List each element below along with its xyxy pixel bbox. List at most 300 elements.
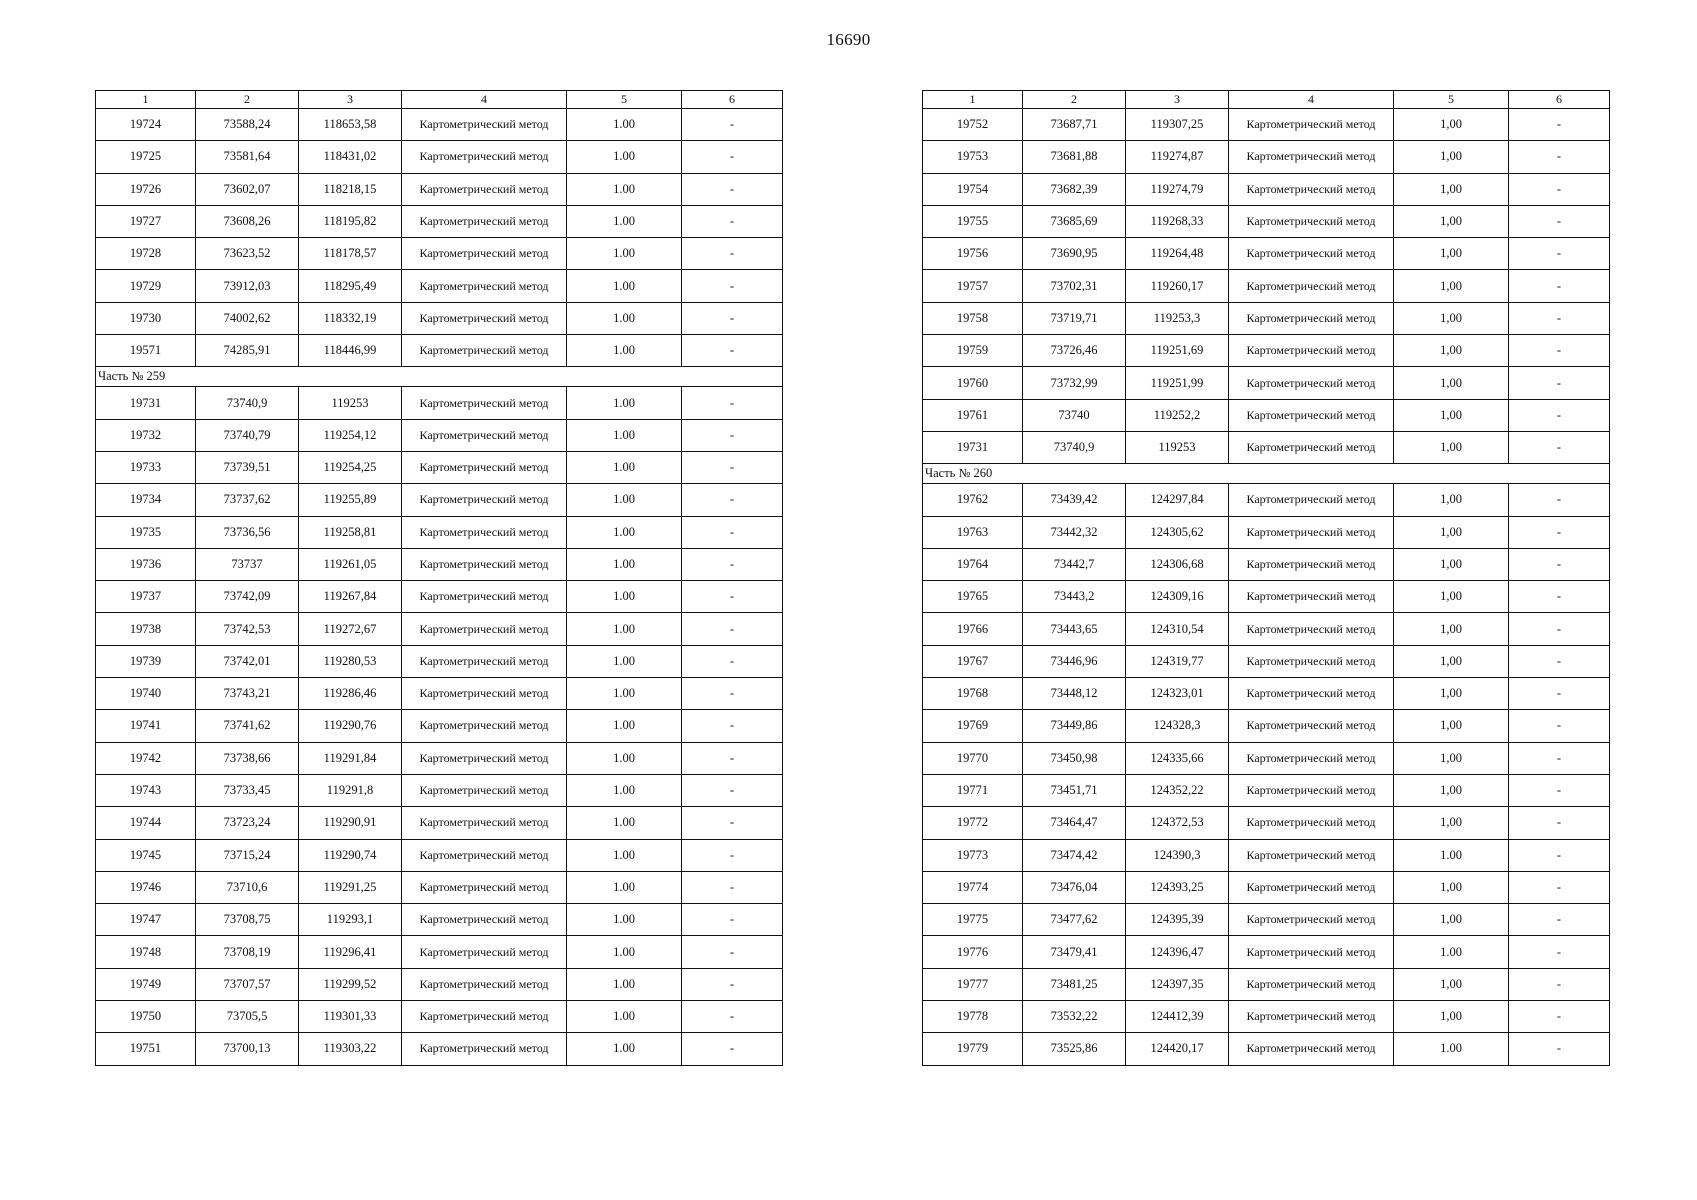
x-coordinate-cell: 73719,71: [1023, 302, 1126, 334]
method-cell: Картометрический метод: [402, 387, 567, 419]
method-cell: Картометрический метод: [1229, 335, 1394, 367]
y-coordinate-cell: 119253,3: [1126, 302, 1229, 334]
accuracy-cell: 1,00: [1394, 270, 1509, 302]
accuracy-cell: 1.00: [1394, 839, 1509, 871]
description-cell: -: [1509, 839, 1610, 871]
method-cell: Картометрический метод: [402, 205, 567, 237]
y-coordinate-cell: 124395,39: [1126, 904, 1229, 936]
description-cell: -: [682, 839, 783, 871]
method-cell: Картометрический метод: [1229, 968, 1394, 1000]
description-cell: -: [682, 238, 783, 270]
table-row: [923, 678, 1610, 710]
method-cell: Картометрический метод: [1229, 581, 1394, 613]
column-header: 4: [1229, 91, 1394, 109]
point-number-cell: 19731: [96, 387, 196, 419]
accuracy-cell: 1.00: [567, 238, 682, 270]
method-cell: Картометрический метод: [402, 839, 567, 871]
part-heading-row: [923, 464, 1610, 484]
x-coordinate-cell: 73464,47: [1023, 807, 1126, 839]
x-coordinate-cell: 73740,9: [196, 387, 299, 419]
method-cell: Картометрический метод: [402, 173, 567, 205]
x-coordinate-cell: 73708,19: [196, 936, 299, 968]
column-header: 6: [682, 91, 783, 109]
method-cell: Картометрический метод: [1229, 367, 1394, 399]
table-row: [96, 548, 783, 580]
description-cell: -: [1509, 774, 1610, 806]
y-coordinate-cell: 119291,25: [299, 871, 402, 903]
method-cell: Картометрический метод: [1229, 302, 1394, 334]
description-cell: -: [682, 807, 783, 839]
method-cell: Картометрический метод: [1229, 205, 1394, 237]
x-coordinate-cell: 73687,71: [1023, 109, 1126, 141]
x-coordinate-cell: 73707,57: [196, 968, 299, 1000]
table-row: [923, 109, 1610, 141]
x-coordinate-cell: 73705,5: [196, 1001, 299, 1033]
method-cell: Картометрический метод: [1229, 613, 1394, 645]
y-coordinate-cell: 118218,15: [299, 173, 402, 205]
x-coordinate-cell: 73690,95: [1023, 238, 1126, 270]
x-coordinate-cell: 73740,9: [1023, 431, 1126, 463]
point-number-cell: 19742: [96, 742, 196, 774]
accuracy-cell: 1.00: [567, 968, 682, 1000]
y-coordinate-cell: 119258,81: [299, 516, 402, 548]
y-coordinate-cell: 119272,67: [299, 613, 402, 645]
description-cell: -: [682, 742, 783, 774]
table-row: [923, 774, 1610, 806]
x-coordinate-cell: 73474,42: [1023, 839, 1126, 871]
y-coordinate-cell: 119291,8: [299, 774, 402, 806]
description-cell: -: [682, 1001, 783, 1033]
table-row: [96, 451, 783, 483]
accuracy-cell: 1,00: [1394, 710, 1509, 742]
accuracy-cell: 1,00: [1394, 367, 1509, 399]
description-cell: -: [682, 270, 783, 302]
description-cell: -: [1509, 742, 1610, 774]
table-row: [923, 173, 1610, 205]
y-coordinate-cell: 118653,58: [299, 109, 402, 141]
description-cell: -: [682, 936, 783, 968]
accuracy-cell: 1.00: [567, 774, 682, 806]
accuracy-cell: 1.00: [567, 742, 682, 774]
table-row: [96, 173, 783, 205]
point-number-cell: 19774: [923, 871, 1023, 903]
column-header: 1: [923, 91, 1023, 109]
table-row: [923, 1033, 1610, 1065]
x-coordinate-cell: 73739,51: [196, 451, 299, 483]
y-coordinate-cell: 124390,3: [1126, 839, 1229, 871]
accuracy-cell: 1,00: [1394, 205, 1509, 237]
point-number-cell: 19753: [923, 141, 1023, 173]
method-cell: Картометрический метод: [1229, 904, 1394, 936]
y-coordinate-cell: 119267,84: [299, 581, 402, 613]
accuracy-cell: 1,00: [1394, 807, 1509, 839]
method-cell: Картометрический метод: [1229, 807, 1394, 839]
table-row: [923, 839, 1610, 871]
description-cell: -: [682, 484, 783, 516]
x-coordinate-cell: 73608,26: [196, 205, 299, 237]
description-cell: -: [682, 205, 783, 237]
accuracy-cell: 1.00: [567, 516, 682, 548]
table-row: [96, 109, 783, 141]
point-number-cell: 19756: [923, 238, 1023, 270]
description-cell: -: [1509, 710, 1610, 742]
table-row: [923, 1001, 1610, 1033]
point-number-cell: 19743: [96, 774, 196, 806]
method-cell: Картометрический метод: [1229, 1033, 1394, 1065]
accuracy-cell: 1,00: [1394, 678, 1509, 710]
y-coordinate-cell: 119290,74: [299, 839, 402, 871]
method-cell: Картометрический метод: [402, 141, 567, 173]
x-coordinate-cell: 73742,01: [196, 645, 299, 677]
method-cell: Картометрический метод: [1229, 484, 1394, 516]
accuracy-cell: 1.00: [567, 302, 682, 334]
table-row: [96, 302, 783, 334]
accuracy-cell: 1,00: [1394, 871, 1509, 903]
x-coordinate-cell: 73700,13: [196, 1033, 299, 1065]
accuracy-cell: 1.00: [567, 419, 682, 451]
description-cell: -: [1509, 367, 1610, 399]
description-cell: -: [682, 645, 783, 677]
accuracy-cell: 1.00: [567, 581, 682, 613]
x-coordinate-cell: 73912,03: [196, 270, 299, 302]
accuracy-cell: 1,00: [1394, 742, 1509, 774]
description-cell: -: [1509, 205, 1610, 237]
description-cell: -: [1509, 904, 1610, 936]
method-cell: Картометрический метод: [402, 1033, 567, 1065]
description-cell: -: [1509, 1001, 1610, 1033]
y-coordinate-cell: 118446,99: [299, 335, 402, 367]
accuracy-cell: 1,00: [1394, 1001, 1509, 1033]
point-number-cell: 19741: [96, 710, 196, 742]
x-coordinate-cell: 73602,07: [196, 173, 299, 205]
y-coordinate-cell: 124352,22: [1126, 774, 1229, 806]
table-row: [96, 645, 783, 677]
table-row: [923, 613, 1610, 645]
y-coordinate-cell: 119253: [299, 387, 402, 419]
table-row: [923, 431, 1610, 463]
part-heading: Часть № 259: [96, 367, 783, 387]
description-cell: -: [682, 581, 783, 613]
method-cell: Картометрический метод: [1229, 109, 1394, 141]
point-number-cell: 19729: [96, 270, 196, 302]
accuracy-cell: 1,00: [1394, 581, 1509, 613]
method-cell: Картометрический метод: [1229, 1001, 1394, 1033]
y-coordinate-cell: 124319,77: [1126, 645, 1229, 677]
point-number-cell: 19735: [96, 516, 196, 548]
accuracy-cell: 1.00: [567, 484, 682, 516]
method-cell: Картометрический метод: [402, 645, 567, 677]
x-coordinate-cell: 73479,41: [1023, 936, 1126, 968]
method-cell: Картометрический метод: [1229, 431, 1394, 463]
table-row: [923, 367, 1610, 399]
method-cell: Картометрический метод: [402, 968, 567, 1000]
method-cell: Картометрический метод: [402, 936, 567, 968]
table-row: [923, 968, 1610, 1000]
accuracy-cell: 1,00: [1394, 431, 1509, 463]
y-coordinate-cell: 124412,39: [1126, 1001, 1229, 1033]
method-cell: Картометрический метод: [402, 484, 567, 516]
description-cell: -: [682, 548, 783, 580]
header-row: [923, 91, 1610, 109]
description-cell: -: [1509, 141, 1610, 173]
point-number-cell: 19775: [923, 904, 1023, 936]
y-coordinate-cell: 119255,89: [299, 484, 402, 516]
accuracy-cell: 1,00: [1394, 109, 1509, 141]
y-coordinate-cell: 124420,17: [1126, 1033, 1229, 1065]
header-row: [96, 91, 783, 109]
point-number-cell: 19752: [923, 109, 1023, 141]
point-number-cell: 19727: [96, 205, 196, 237]
x-coordinate-cell: 73742,09: [196, 581, 299, 613]
x-coordinate-cell: 73737: [196, 548, 299, 580]
x-coordinate-cell: 73708,75: [196, 904, 299, 936]
coordinates-table-right: [922, 90, 1610, 1066]
y-coordinate-cell: 119252,2: [1126, 399, 1229, 431]
accuracy-cell: 1.00: [567, 548, 682, 580]
description-cell: -: [682, 109, 783, 141]
table-row: [96, 1001, 783, 1033]
point-number-cell: 19770: [923, 742, 1023, 774]
method-cell: Картометрический метод: [402, 742, 567, 774]
column-header: 1: [96, 91, 196, 109]
y-coordinate-cell: 124323,01: [1126, 678, 1229, 710]
method-cell: Картометрический метод: [1229, 548, 1394, 580]
point-number-cell: 19759: [923, 335, 1023, 367]
accuracy-cell: 1.00: [567, 109, 682, 141]
point-number-cell: 19769: [923, 710, 1023, 742]
point-number-cell: 19732: [96, 419, 196, 451]
method-cell: Картометрический метод: [1229, 141, 1394, 173]
y-coordinate-cell: 118295,49: [299, 270, 402, 302]
table-row: [96, 141, 783, 173]
table-row: [96, 613, 783, 645]
x-coordinate-cell: 73623,52: [196, 238, 299, 270]
accuracy-cell: 1,00: [1394, 302, 1509, 334]
table-row: [96, 968, 783, 1000]
x-coordinate-cell: 73439,42: [1023, 484, 1126, 516]
accuracy-cell: 1,00: [1394, 516, 1509, 548]
point-number-cell: 19767: [923, 645, 1023, 677]
x-coordinate-cell: 74285,91: [196, 335, 299, 367]
table-row: [96, 270, 783, 302]
accuracy-cell: 1,00: [1394, 141, 1509, 173]
table-row: [923, 904, 1610, 936]
method-cell: Картометрический метод: [402, 335, 567, 367]
column-header: 3: [299, 91, 402, 109]
y-coordinate-cell: 119274,79: [1126, 173, 1229, 205]
x-coordinate-cell: 73450,98: [1023, 742, 1126, 774]
description-cell: -: [1509, 1033, 1610, 1065]
coordinates-table-left: [95, 90, 783, 1066]
table-row: [96, 839, 783, 871]
column-header: 3: [1126, 91, 1229, 109]
x-coordinate-cell: 73481,25: [1023, 968, 1126, 1000]
method-cell: Картометрический метод: [402, 710, 567, 742]
accuracy-cell: 1.00: [567, 387, 682, 419]
method-cell: Картометрический метод: [402, 904, 567, 936]
description-cell: -: [682, 141, 783, 173]
x-coordinate-cell: 73737,62: [196, 484, 299, 516]
table-row: [923, 335, 1610, 367]
accuracy-cell: 1.00: [567, 807, 682, 839]
point-number-cell: 19755: [923, 205, 1023, 237]
x-coordinate-cell: 73682,39: [1023, 173, 1126, 205]
y-coordinate-cell: 124397,35: [1126, 968, 1229, 1000]
column-header: 2: [1023, 91, 1126, 109]
y-coordinate-cell: 119291,84: [299, 742, 402, 774]
method-cell: Картометрический метод: [1229, 871, 1394, 903]
part-heading: Часть № 260: [923, 464, 1610, 484]
description-cell: -: [682, 387, 783, 419]
x-coordinate-cell: 73443,2: [1023, 581, 1126, 613]
accuracy-cell: 1.00: [567, 645, 682, 677]
x-coordinate-cell: 73702,31: [1023, 270, 1126, 302]
method-cell: Картометрический метод: [1229, 936, 1394, 968]
description-cell: -: [1509, 270, 1610, 302]
point-number-cell: 19778: [923, 1001, 1023, 1033]
table-row: [923, 581, 1610, 613]
description-cell: -: [682, 335, 783, 367]
description-cell: -: [682, 173, 783, 205]
accuracy-cell: 1.00: [567, 173, 682, 205]
table-row: [96, 484, 783, 516]
table-row: [923, 516, 1610, 548]
y-coordinate-cell: 119293,1: [299, 904, 402, 936]
x-coordinate-cell: 73442,32: [1023, 516, 1126, 548]
column-header: 5: [1394, 91, 1509, 109]
description-cell: -: [1509, 109, 1610, 141]
point-number-cell: 19728: [96, 238, 196, 270]
x-coordinate-cell: 73442,7: [1023, 548, 1126, 580]
x-coordinate-cell: 73685,69: [1023, 205, 1126, 237]
y-coordinate-cell: 119280,53: [299, 645, 402, 677]
y-coordinate-cell: 119254,12: [299, 419, 402, 451]
point-number-cell: 19734: [96, 484, 196, 516]
x-coordinate-cell: 73736,56: [196, 516, 299, 548]
y-coordinate-cell: 124393,25: [1126, 871, 1229, 903]
x-coordinate-cell: 73738,66: [196, 742, 299, 774]
description-cell: -: [682, 710, 783, 742]
column-header: 4: [402, 91, 567, 109]
method-cell: Картометрический метод: [1229, 516, 1394, 548]
description-cell: -: [682, 871, 783, 903]
method-cell: Картометрический метод: [1229, 710, 1394, 742]
accuracy-cell: 1.00: [567, 1001, 682, 1033]
point-number-cell: 19733: [96, 451, 196, 483]
method-cell: Картометрический метод: [1229, 173, 1394, 205]
table-row: [923, 936, 1610, 968]
point-number-cell: 19740: [96, 678, 196, 710]
y-coordinate-cell: 124396,47: [1126, 936, 1229, 968]
y-coordinate-cell: 119286,46: [299, 678, 402, 710]
method-cell: Картометрический метод: [402, 774, 567, 806]
point-number-cell: 19745: [96, 839, 196, 871]
y-coordinate-cell: 124328,3: [1126, 710, 1229, 742]
y-coordinate-cell: 124305,62: [1126, 516, 1229, 548]
description-cell: -: [1509, 936, 1610, 968]
accuracy-cell: 1,00: [1394, 238, 1509, 270]
method-cell: Картометрический метод: [402, 581, 567, 613]
table-row: [96, 335, 783, 367]
x-coordinate-cell: 73742,53: [196, 613, 299, 645]
accuracy-cell: 1,00: [1394, 613, 1509, 645]
table-row: [923, 270, 1610, 302]
y-coordinate-cell: 124335,66: [1126, 742, 1229, 774]
y-coordinate-cell: 119261,05: [299, 548, 402, 580]
y-coordinate-cell: 124306,68: [1126, 548, 1229, 580]
x-coordinate-cell: 73476,04: [1023, 871, 1126, 903]
method-cell: Картометрический метод: [402, 1001, 567, 1033]
point-number-cell: 19758: [923, 302, 1023, 334]
y-coordinate-cell: 119264,48: [1126, 238, 1229, 270]
x-coordinate-cell: 73743,21: [196, 678, 299, 710]
accuracy-cell: 1.00: [1394, 936, 1509, 968]
method-cell: Картометрический метод: [1229, 774, 1394, 806]
point-number-cell: 19766: [923, 613, 1023, 645]
y-coordinate-cell: 119301,33: [299, 1001, 402, 1033]
table-row: [96, 871, 783, 903]
accuracy-cell: 1.00: [567, 613, 682, 645]
method-cell: Картометрический метод: [402, 613, 567, 645]
method-cell: Картометрический метод: [402, 871, 567, 903]
x-coordinate-cell: 73710,6: [196, 871, 299, 903]
x-coordinate-cell: 73740: [1023, 399, 1126, 431]
y-coordinate-cell: 119303,22: [299, 1033, 402, 1065]
method-cell: Картометрический метод: [1229, 839, 1394, 871]
method-cell: Картометрический метод: [1229, 645, 1394, 677]
description-cell: -: [682, 451, 783, 483]
x-coordinate-cell: 73443,65: [1023, 613, 1126, 645]
description-cell: -: [1509, 968, 1610, 1000]
y-coordinate-cell: 124309,16: [1126, 581, 1229, 613]
page-number: 16690: [826, 30, 871, 49]
x-coordinate-cell: 73732,99: [1023, 367, 1126, 399]
accuracy-cell: 1,00: [1394, 774, 1509, 806]
method-cell: Картометрический метод: [402, 238, 567, 270]
point-number-cell: 19571: [96, 335, 196, 367]
table-row: [923, 548, 1610, 580]
point-number-cell: 19763: [923, 516, 1023, 548]
description-cell: -: [1509, 548, 1610, 580]
table-row: [923, 205, 1610, 237]
y-coordinate-cell: 119254,25: [299, 451, 402, 483]
table-row: [923, 238, 1610, 270]
method-cell: Картометрический метод: [402, 807, 567, 839]
table-row: [923, 742, 1610, 774]
point-number-cell: 19747: [96, 904, 196, 936]
accuracy-cell: 1,00: [1394, 645, 1509, 677]
y-coordinate-cell: 118332,19: [299, 302, 402, 334]
y-coordinate-cell: 119274,87: [1126, 141, 1229, 173]
description-cell: -: [1509, 335, 1610, 367]
description-cell: -: [1509, 871, 1610, 903]
method-cell: Картометрический метод: [1229, 238, 1394, 270]
method-cell: Картометрический метод: [402, 516, 567, 548]
accuracy-cell: 1.00: [567, 871, 682, 903]
point-number-cell: 19754: [923, 173, 1023, 205]
x-coordinate-cell: 73581,64: [196, 141, 299, 173]
accuracy-cell: 1.00: [1394, 1033, 1509, 1065]
description-cell: -: [1509, 807, 1610, 839]
description-cell: -: [1509, 484, 1610, 516]
table-row: [923, 645, 1610, 677]
accuracy-cell: 1,00: [1394, 335, 1509, 367]
point-number-cell: 19738: [96, 613, 196, 645]
point-number-cell: 19762: [923, 484, 1023, 516]
accuracy-cell: 1.00: [567, 270, 682, 302]
description-cell: -: [682, 774, 783, 806]
y-coordinate-cell: 119296,41: [299, 936, 402, 968]
